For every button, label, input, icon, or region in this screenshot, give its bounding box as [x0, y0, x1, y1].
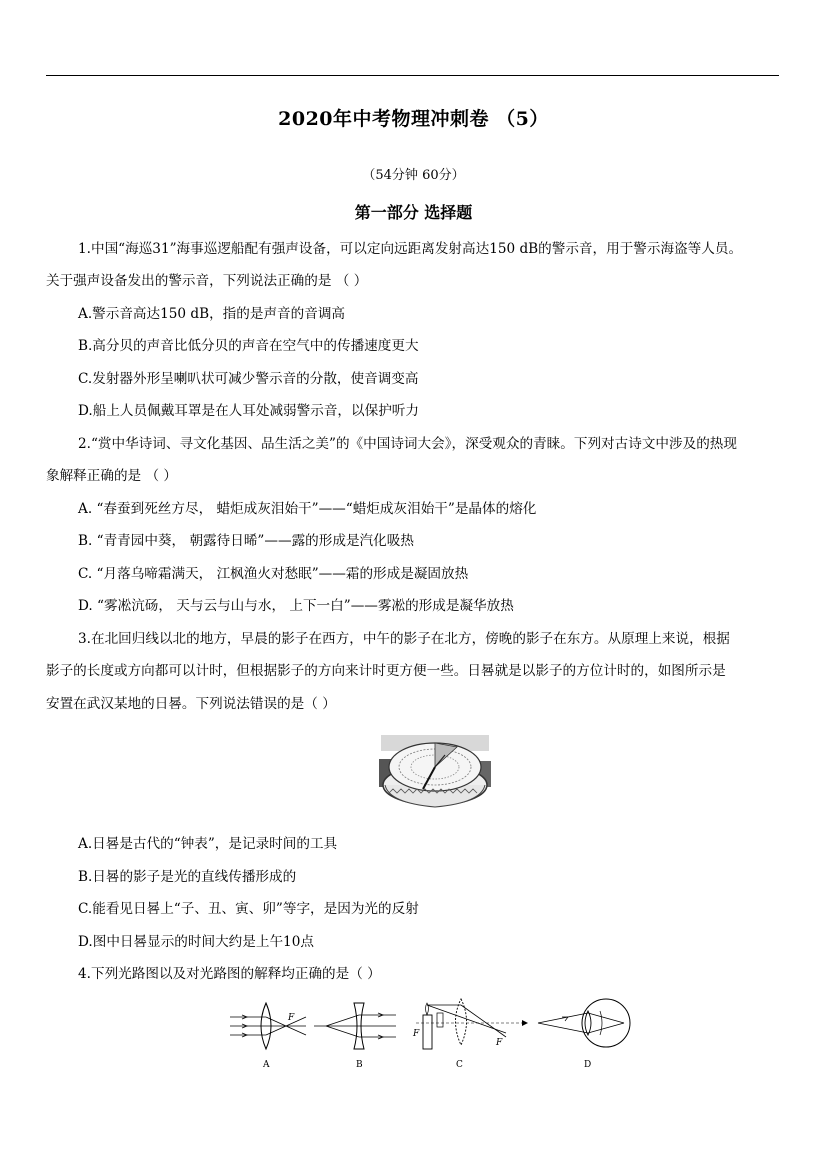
q4-stem: 4.下列光路图以及对光路图的解释均正确的是（ ）: [78, 966, 381, 982]
q1-option-d: D.船上人员佩戴耳罩是在人耳处减弱警示音，以保护听力: [78, 403, 419, 419]
q2-stem-line-1: 2.“赏中华诗词、寻文化基因、品生活之美”的《中国诗词大会》，深受观众的青睐。下列对古诗文中涉及的热现: [78, 436, 737, 452]
diagram-d-eye: [538, 999, 630, 1070]
diagram-c-label: C: [456, 1060, 463, 1070]
q1-option-b: B.高分贝的声音比低分贝的声音在空气中的传播速度更大: [78, 338, 419, 354]
q3-stem-line-2: 影子的长度或方向都可以计时，但根据影子的方向来计时更方便一些。日晷就是以影子的方位计时的，如图所示是: [46, 663, 726, 679]
q1-option-c: C.发射器外形呈喇叭状可减少警示音的分散，使音调变高: [78, 371, 419, 387]
diagram-a-label: A: [263, 1060, 270, 1070]
diagram-b-concave-lens: [314, 1003, 396, 1070]
section-heading: 第一部分 选择题: [354, 203, 473, 222]
diagram-c-focus-left: F: [413, 1029, 420, 1039]
q3-option-d: D.图中日晷显示的时间大约是上午10点: [78, 934, 314, 950]
q2-option-a: A. “春蚕到死丝方尽， 蜡炬成灰泪始干”——“蜡炬成灰泪始干”是晶体的熔化: [78, 501, 537, 517]
q2-option-c: C. “月落乌啼霜满天， 江枫渔火对愁眠”——霜的形成是凝固放热: [78, 566, 469, 582]
diagram-c-candle-lens: [412, 999, 528, 1070]
diagram-b-label: B: [356, 1060, 363, 1070]
sundial-image: [379, 733, 491, 810]
diagram-a-convex-lens: [230, 1003, 306, 1070]
q3-stem-line-3: 安置在武汉某地的日晷。下列说法错误的是（ ）: [46, 696, 336, 712]
header-rule: [46, 75, 779, 76]
diagram-a-focus-label: F: [288, 1013, 295, 1023]
q1-option-a: A.警示音高达150 dB，指的是声音的音调高: [78, 306, 346, 322]
q3-option-c: C.能看见日晷上“子、丑、寅、卯”等字，是因为光的反射: [78, 901, 419, 917]
q1-stem-line-2: 关于强声设备发出的警示音，下列说法正确的是 （ ）: [46, 273, 368, 289]
q3-stem-line-1: 3.在北回归线以北的地方，早晨的影子在西方，中午的影子在北方，傍晚的影子在东方。从原理上来说，根据: [78, 631, 730, 647]
q2-option-b: B. “青青园中葵， 朝露待日晞”——露的形成是汽化吸热: [78, 533, 414, 549]
diagram-d-label: D: [584, 1060, 592, 1070]
q1-stem-line-1: 1.中国“海巡31”海事巡逻船配有强声设备，可以定向远距离发射高达150 dB的警示音，用于警示海盗等人员。: [78, 241, 743, 257]
eye-icon: [522, 1020, 528, 1026]
q3-option-b: B.日晷的影子是光的直线传播形成的: [78, 869, 297, 885]
page-title: 2020年中考物理冲刺卷 （5）: [278, 108, 549, 130]
exam-duration-score: （54分钟 60分）: [362, 168, 465, 183]
diagram-c-focus-right: F: [496, 1038, 503, 1048]
q2-option-d: D. “雾凇沆砀， 天与云与山与水， 上下一白”——雾凇的形成是凝华放热: [78, 598, 514, 614]
q3-option-a: A.日晷是古代的“钟表”，是记录时间的工具: [78, 836, 338, 852]
optics-diagrams: [226, 993, 636, 1073]
q2-stem-line-2: 象解释正确的是 （ ）: [46, 468, 177, 484]
